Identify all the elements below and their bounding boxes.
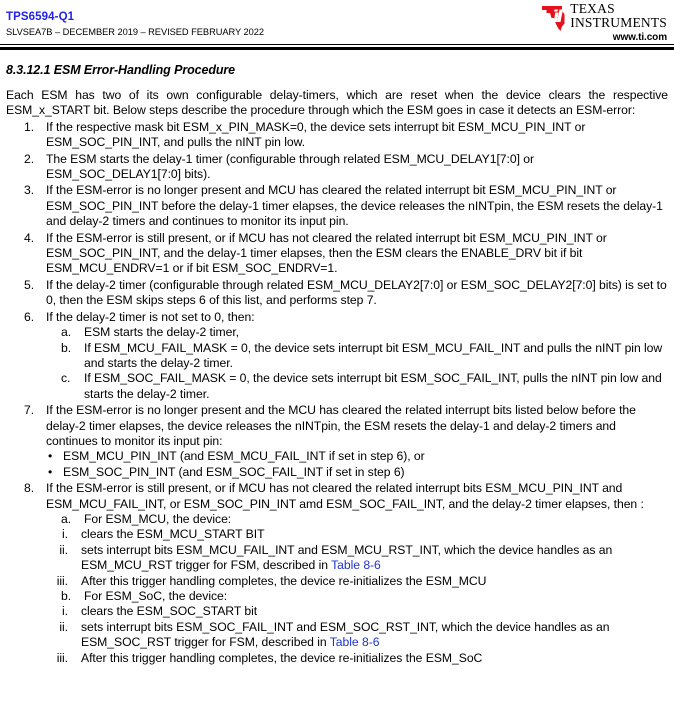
- procedure-roman-item-marker: i.: [62, 604, 68, 619]
- procedure-roman-item-text-before: sets interrupt bits ESM_SOC_FAIL_INT and ESM_SOC_RST_INT, which the device handles as an ESM_SOC_RST trigger for FSM, described in: [81, 619, 610, 650]
- procedure-step: [6, 231, 668, 277]
- bullet-item: [6, 449, 668, 464]
- procedure-roman-item: [6, 527, 668, 542]
- procedure-substep: [6, 325, 668, 340]
- esm-procedure-step-list: [6, 120, 668, 666]
- procedure-roman-item-marker: i.: [62, 527, 68, 542]
- page-header: [0, 0, 674, 50]
- procedure-roman-item-marker: ii.: [59, 542, 68, 557]
- ti-website-url[interactable]: www.ti.com: [612, 32, 667, 43]
- page-content: [0, 63, 674, 666]
- procedure-substep-text: For ESM_SoC, the device:: [84, 589, 228, 603]
- document-revision-line: SLVSEA7B – DECEMBER 2019 – REVISED FEBRUARY 2022: [6, 27, 265, 37]
- procedure-step-marker: 6.: [24, 309, 35, 324]
- procedure-roman-list: [6, 527, 668, 589]
- procedure-step-marker: 7.: [24, 403, 35, 418]
- procedure-roman-item-text: clears the ESM_SOC_START bit: [81, 604, 258, 619]
- procedure-substep-text: For ESM_MCU, the device:: [84, 511, 232, 526]
- procedure-step-text: If the respective mask bit ESM_x_PIN_MASK=0, the device sets interrupt bit ESM_MCU_PIN_INT or ESM_SOC_PIN_INT, and pulls the nINT pin low.: [46, 119, 586, 150]
- procedure-roman-item-marker: ii.: [59, 619, 68, 634]
- procedure-step: [6, 403, 668, 449]
- bullet-item: [6, 465, 668, 480]
- procedure-roman-item-marker: iii.: [56, 573, 68, 588]
- header-document-info: [6, 11, 264, 38]
- bullet-item-text: ESM_SOC_PIN_INT (and ESM_SOC_FAIL_INT if set in step 6): [63, 464, 405, 479]
- procedure-roman-item-marker: iii.: [56, 650, 68, 665]
- procedure-step-marker: 5.: [24, 277, 35, 292]
- procedure-substep-list: [6, 512, 668, 666]
- table-8-6-link[interactable]: Table 8-6: [331, 558, 381, 573]
- procedure-step-marker: 1.: [24, 119, 35, 134]
- procedure-step-marker: 2.: [24, 151, 35, 166]
- procedure-step-text: If the delay-2 timer (configurable through related ESM_MCU_DELAY2[7:0] or ESM_SOC_DELAY2[7:0] bits) is set to 0, then the ESM skips steps 6 of this list, and performs step 7.: [46, 277, 667, 308]
- bullet-item-text: ESM_MCU_PIN_INT (and ESM_MCU_FAIL_INT if set in step 6), or: [63, 449, 425, 464]
- procedure-roman-item-text: After this trigger handling completes, the device re-initializes the ESM_SoC: [81, 650, 483, 665]
- procedure-substep-marker: a.: [61, 511, 72, 526]
- procedure-substep-marker: b.: [61, 340, 72, 355]
- procedure-substep-marker: c.: [61, 371, 71, 386]
- texas-instruments-logo: [540, 2, 667, 31]
- procedure-roman-item: [6, 620, 668, 651]
- procedure-step-text: The ESM starts the delay-1 timer (configurable through related ESM_MCU_DELAY1[7:0] or ESM_SOC_DELAY1[7:0] bits).: [46, 151, 534, 182]
- procedure-roman-list: [6, 604, 668, 666]
- procedure-substep-marker: b.: [61, 589, 72, 603]
- procedure-step-marker: 4.: [24, 230, 35, 245]
- procedure-substep: [6, 371, 668, 402]
- procedure-step: [6, 481, 668, 512]
- header-rule: [0, 47, 674, 50]
- procedure-step: [6, 152, 668, 183]
- procedure-substep-list: [6, 325, 668, 402]
- procedure-step-text: If the ESM-error is still present, or if MCU has not cleared the related interrupt bit ESM_MCU_PIN_INT or ESM_SOC_PIN_INT, and the delay-1 timer elapses, then the ESM clears the ENABLE_DRV bit if bit ESM_MCU_ENDRV=1 or if bit ESM_SOC_ENDRV=1.: [46, 230, 607, 276]
- section-intro-paragraph: Each ESM has two of its own configurable delay-timers, which are reset when the device clears the respective ESM_x_START bit. Below steps describe the procedure through which the ESM goes in case it detects an ESM-error:: [6, 88, 668, 118]
- procedure-step-text: If the delay-2 timer is not set to 0, then:: [46, 309, 255, 324]
- ti-texas-map-icon: [540, 3, 566, 31]
- procedure-substep-text: ESM starts the delay-2 timer,: [84, 325, 240, 340]
- table-8-6-link[interactable]: Table 8-6: [329, 635, 380, 650]
- procedure-step: [6, 278, 668, 309]
- procedure-step-text: If the ESM-error is still present, or if MCU has not cleared the related interrupt bits ESM_MCU_PIN_INT and ESM_MCU_FAIL_INT, or ESM_SOC_PIN_INT amd ESM_SOC_FAIL_INT, and the delay-2 timer elapses, then :: [46, 481, 644, 511]
- ti-wordmark: [570, 2, 667, 29]
- procedure-step-text: If the ESM-error is no longer present and the MCU has cleared the related interrupt bits listed below before the delay-2 timer elapses, the device releases the nINTpin, the ESM resets the delay-1 and delay-2 timers and continues to monitor its input pin:: [46, 403, 636, 448]
- procedure-roman-item-text: [81, 543, 668, 574]
- section-heading: 8.3.12.1 ESM Error-Handling Procedure: [6, 63, 236, 77]
- procedure-roman-item-text-before: sets interrupt bits ESM_MCU_FAIL_INT and ESM_MCU_RST_INT, which the device handles as an ESM_MCU_RST trigger for FSM, described in: [81, 542, 613, 573]
- procedure-roman-item-text: After this trigger handling completes, the device re-initializes the ESM_MCU: [81, 573, 487, 588]
- procedure-roman-item-text: [81, 620, 668, 651]
- ti-wordmark-instruments: INSTRUMENTS: [570, 14, 667, 30]
- document-part-number: TPS6594-Q1: [6, 11, 75, 23]
- bullet-item-marker: •: [48, 464, 53, 479]
- procedure-substep: [6, 512, 668, 527]
- procedure-substep: [6, 589, 668, 604]
- procedure-roman-item: [6, 574, 668, 589]
- procedure-substep-text: If ESM_MCU_FAIL_MASK = 0, the device sets interrupt bit ESM_MCU_FAIL_INT and pulls the nINT pin low and starts the delay-2 timer.: [84, 340, 663, 370]
- interrupt-bit-bullet-list: [6, 449, 668, 480]
- procedure-step-text: If the ESM-error is no longer present and MCU has cleared the related interrupt bit ESM_MCU_PIN_INT or ESM_SOC_PIN_INT before the delay-1 timer elapses, the device releases the nINTpin, the ESM resets the delay-1 and delay-2 timers and continues to monitor its input pin.: [46, 183, 663, 229]
- header-rule-thin: [0, 44, 674, 45]
- procedure-substep-text: If ESM_SOC_FAIL_MASK = 0, the device sets interrupt bit ESM_SOC_FAIL_INT, pulls the nINT pin low and starts the delay-2 timer.: [84, 371, 662, 401]
- procedure-roman-item-text: clears the ESM_MCU_START BIT: [81, 527, 265, 542]
- procedure-step: [6, 120, 668, 151]
- procedure-step: [6, 183, 668, 229]
- procedure-substep: [6, 341, 668, 372]
- header-branding: [540, 2, 667, 43]
- procedure-roman-item: [6, 604, 668, 619]
- procedure-step-marker: 8.: [24, 481, 35, 496]
- procedure-roman-item: [6, 543, 668, 574]
- procedure-substep-marker: a.: [61, 325, 72, 340]
- bullet-item-marker: •: [48, 449, 53, 464]
- procedure-roman-item: [6, 651, 668, 666]
- ti-wordmark-texas: TEXAS: [570, 1, 615, 16]
- procedure-step-marker: 3.: [24, 183, 35, 198]
- procedure-step: [6, 310, 668, 325]
